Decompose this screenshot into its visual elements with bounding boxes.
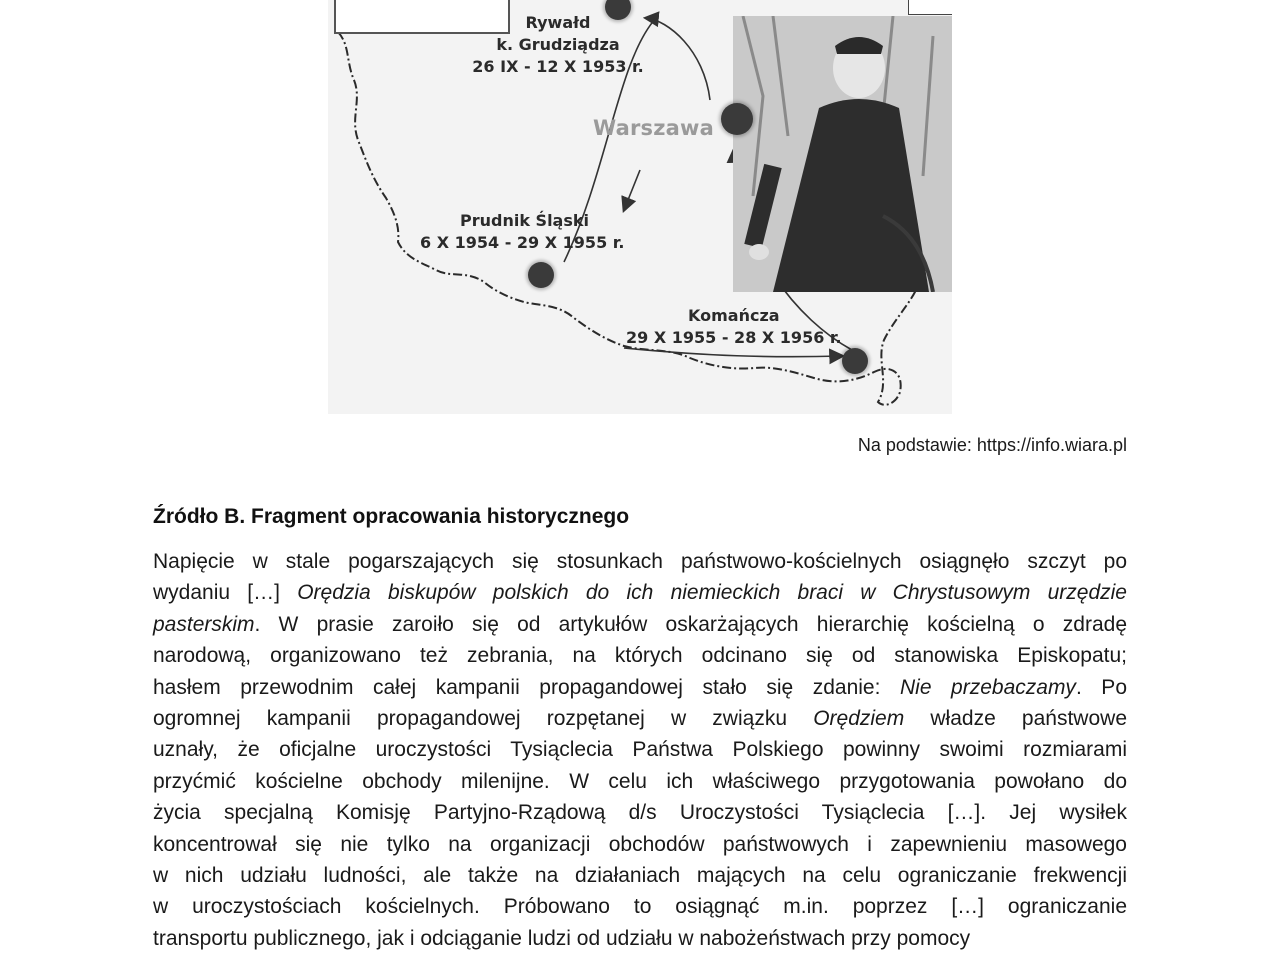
paragraph-line [153,766,1127,797]
komancza-dot [842,348,868,374]
prudnik-city: Prudnik Śląski [460,211,589,230]
komancza-label [626,305,842,349]
paragraph-line [153,829,1127,860]
italic-text: Nie przebaczamy [900,675,1076,699]
paragraph-line [153,703,1127,734]
source-note: Na podstawie: https://info.wiara.pl [857,435,1127,455]
arrow-prudnik-to-komancza [624,348,842,357]
italic-text: Orędziem [813,706,905,730]
rywald-label [468,12,648,78]
source-b-heading: Źródło B. Fragment opracowania historycznego [153,505,630,528]
source-b-paragraph [153,546,1127,954]
text-run: narodową, organizowano też zebrania, na których odcinano się od stanowiska Episkopatu; [153,644,1127,668]
text-run: w uroczystościach kościelnych. Próbowano to osiągnąć m.in. poprzez […] ograniczanie [153,895,1127,919]
paragraph-line [153,734,1127,765]
text-run: Napięcie w stale pogarszających się stosunkach państwowo-kościelnych osiągnęło szczyt po [153,550,1127,573]
text-run: życia specjalną Komisję Partyjno-Rządową d/s Uroczystości Tysiąclecia […]. Jej wysiłek [153,801,1127,825]
photo-frame-corner [908,0,952,15]
arrow-rywald-to-warszawa [646,18,710,100]
internment-map-figure [328,0,952,414]
italic-text: Orędzia biskupów polskich do ich niemieckich braci w Chrystusowym urzędzie [297,581,1127,605]
paragraph-line [153,860,1127,891]
prudnik-label [420,210,624,254]
warszawa-dot [721,103,753,135]
text-run: przyćmić kościelne obchody milenijne. W celu ich właściwego przygotowania powołano do [153,769,1127,793]
text-run: uznały, że oficjalne uroczystości Tysiąclecia Państwa Polskiego powinny swoimi rozmiarami [153,738,1127,762]
text-run: hasłem przewodnim całej kampanii propagandowej stało się zdanie: [153,675,900,699]
rywald-city: Rywałd [525,13,591,32]
paragraph-line [153,923,1127,954]
paragraph-line [153,797,1127,828]
paragraph-line [153,640,1127,671]
paragraph-line [153,891,1127,922]
text-run: wydaniu […] [153,581,298,605]
wyszynski-photo [733,16,952,292]
photo-illustration [733,16,952,292]
text-run: w nich udziału ludności, ale także na działaniach mających na celu ograniczanie frekwencji [153,863,1127,887]
arrow-warszawa-prudnik-head [624,170,640,210]
paragraph-line [153,672,1127,703]
prudnik-dot [528,262,554,288]
text-run: ogromnej kampanii propagandowej rozpętanej w związku [153,706,814,730]
text-run: koncentrował się nie tylko na organizacji obchodów państwowych i zapewnieniu masowego [153,832,1127,856]
paragraph-line [153,577,1127,608]
text-run: . Po [1075,675,1127,699]
komancza-dates: 29 X 1955 - 28 X 1956 r. [626,328,842,347]
text-run: władze państwowe [904,706,1127,730]
paragraph-line [153,546,1127,577]
prudnik-dates: 6 X 1954 - 29 X 1955 r. [420,233,625,252]
italic-text: pasterskim [153,612,255,636]
komancza-city: Komańcza [688,306,780,325]
text-run: transportu publicznego, jak i odciąganie ludzi od udziału w nabożeństwach przy pomocy [153,926,971,950]
paragraph-line [153,609,1127,640]
warszawa-label: Warszawa [593,116,715,140]
text-run: . W prasie zaroiło się od artykułów oskarżających hierarchię kościelną o zdradę [254,612,1127,636]
rywald-dates: 26 IX - 12 X 1953 r. [472,57,644,76]
rywald-sub: k. Grudziądza [496,35,620,54]
